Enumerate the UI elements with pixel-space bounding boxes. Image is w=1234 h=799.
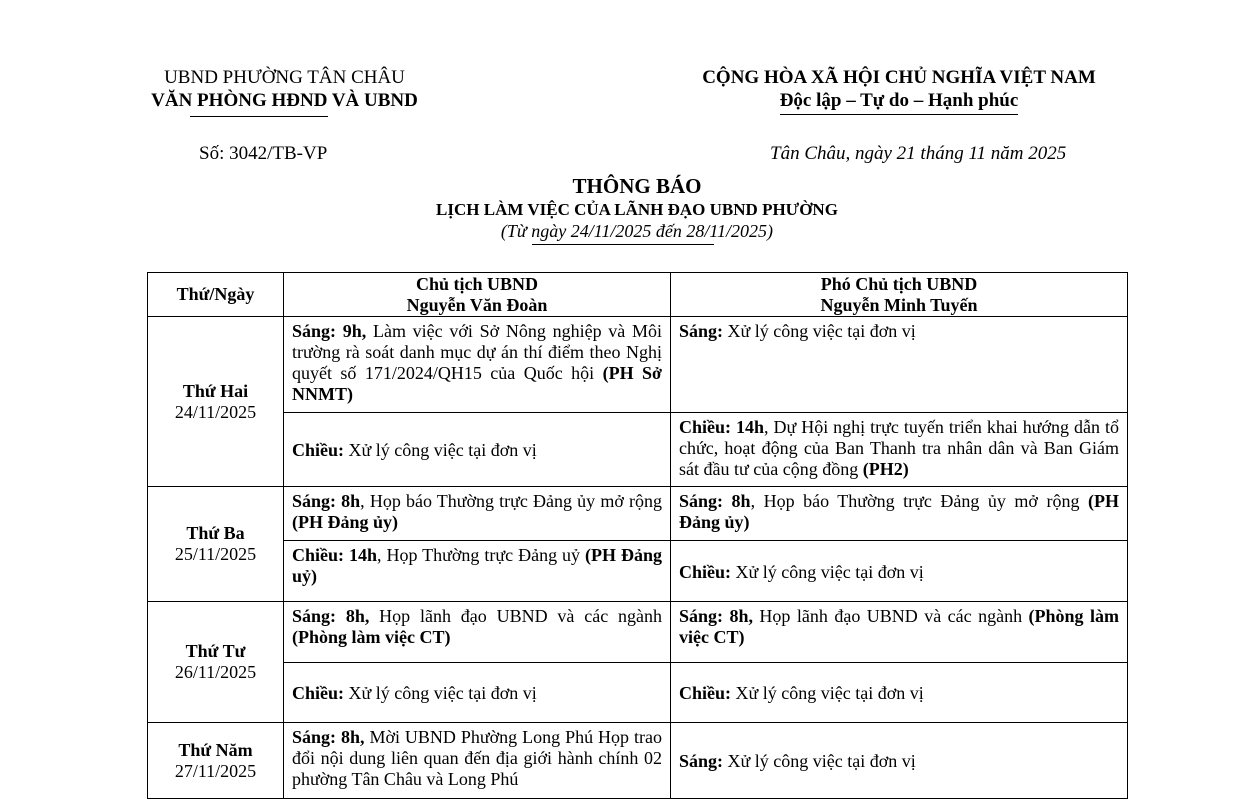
nation-header xyxy=(660,66,1138,115)
day-cell xyxy=(148,487,284,602)
entry-time: Sáng: 8h, xyxy=(292,606,370,626)
entry-time: Sáng: 9h, xyxy=(292,321,367,341)
org-name: UBND PHƯỜNG TÂN CHÂU xyxy=(164,67,405,88)
nation-motto: Độc lập – Tự do – Hạnh phúc xyxy=(780,89,1019,115)
table-row xyxy=(148,723,1128,799)
schedule-entry xyxy=(671,602,1128,663)
entry-text: Họp lãnh đạo UBND và các ngành xyxy=(369,606,662,626)
schedule-entry xyxy=(671,663,1128,723)
schedule-entry xyxy=(284,602,671,663)
table-row xyxy=(148,413,1128,487)
entry-text: Làm việc với Sở Nông nghiệp và Môi trường rà soát danh mục dự án thí điểm theo Nghị quyết số 171/2024/QH15 của Quốc hội xyxy=(292,321,662,383)
entry-location: (Phòng làm việc CT) xyxy=(292,627,451,647)
schedule-entry xyxy=(284,487,671,541)
entry-text: , Dự Hội nghị trực tuyến triển khai hướng dẫn tổ chức, hoạt động của Ban Thanh tra nhân dân và Ban Giám sát đầu tư của cộng đồng xyxy=(679,417,1119,479)
weekday: Thứ Ba xyxy=(186,523,245,543)
vice-chairman-name: Nguyễn Minh Tuyến xyxy=(820,294,978,315)
schedule-entry xyxy=(671,541,1128,602)
entry-time: Chiều: xyxy=(679,683,732,703)
entry-location: (PH Đảng uỷ) xyxy=(292,545,663,586)
schedule-table xyxy=(147,272,1128,799)
place-date: Tân Châu, ngày 21 tháng 11 năm 2025 xyxy=(770,143,1067,164)
schedule-entry xyxy=(284,541,671,602)
entry-location: (Phòng làm việc CT) xyxy=(679,606,1119,647)
table-row xyxy=(148,487,1128,541)
entry-time: Chiều: xyxy=(292,683,345,703)
entry-time: Chiều: xyxy=(292,440,345,460)
entry-text: , Họp báo Thường trực Đảng ủy mở rộng xyxy=(750,491,1088,511)
chairman-title: Chủ tịch UBND xyxy=(415,273,539,294)
schedule-entry xyxy=(671,723,1128,799)
entry-text: , Họp báo Thường trực Đảng ủy mở rộng xyxy=(360,491,662,511)
document-subtitle: LỊCH LÀM VIỆC CỦA LÃNH ĐẠO UBND PHƯỜNG xyxy=(436,200,838,219)
entry-time: Sáng: xyxy=(679,321,724,341)
entry-location: (PH Sở NNMT) xyxy=(292,363,662,404)
date-range: (Từ ngày 24/11/2025 đến 28/11/2025) xyxy=(500,221,774,241)
entry-text: Xử lý công việc tại đơn vị xyxy=(723,321,916,341)
table-row xyxy=(148,541,1128,602)
entry-time: Chiều: xyxy=(679,561,732,582)
schedule-entry xyxy=(284,663,671,723)
entry-time: Sáng: 8h, xyxy=(679,606,753,626)
entry-location: (PH Đảng ủy) xyxy=(679,491,1119,532)
weekday: Thứ Hai xyxy=(182,380,249,401)
entry-text: , Họp Thường trực Đảng uỷ xyxy=(377,545,586,565)
header-chairman xyxy=(284,273,671,317)
table-row xyxy=(148,317,1128,413)
entry-time: Sáng: 8h xyxy=(292,491,361,511)
schedule-entry xyxy=(284,413,671,487)
office-name: VĂN PHÒNG HĐND VÀ UBND xyxy=(151,90,418,111)
day-cell xyxy=(148,723,284,799)
entry-text: Mời UBND Phường Long Phú Họp trao đổi nội dung liên quan đến địa giới hành chính 02 phường Tân Châu và Long Phú xyxy=(292,727,662,789)
day-date: 24/11/2025 xyxy=(174,401,257,422)
nation-name: CỘNG HÒA XÃ HỘI CHỦ NGHĨA VIỆT NAM xyxy=(702,67,1096,88)
entry-text: Xử lý công việc tại đơn vị xyxy=(731,683,924,703)
day-date: 25/11/2025 xyxy=(174,544,257,564)
title-underline xyxy=(532,244,714,245)
entry-time: Sáng: 8h, xyxy=(292,727,365,747)
table-header-row xyxy=(148,273,1128,317)
schedule-entry xyxy=(671,317,1128,413)
day-cell xyxy=(148,317,284,487)
entry-time: Chiều: 14h xyxy=(679,417,764,437)
schedule-entry xyxy=(671,487,1128,541)
entry-location: (PH Đảng ủy) xyxy=(292,512,399,532)
entry-time: Sáng: 8h xyxy=(679,491,751,511)
entry-text: Xử lý công việc tại đơn vị xyxy=(344,440,537,460)
table-row xyxy=(148,602,1128,663)
day-date: 27/11/2025 xyxy=(174,760,257,781)
org-underline xyxy=(190,116,328,117)
entry-time: Chiều: 14h xyxy=(292,545,377,565)
table-row xyxy=(148,663,1128,723)
document-title: THÔNG BÁO xyxy=(572,174,702,198)
document-number: Số: 3042/TB-VP xyxy=(199,143,328,164)
day-date: 26/11/2025 xyxy=(174,662,257,682)
entry-text: Xử lý công việc tại đơn vị xyxy=(731,561,924,582)
chairman-name: Nguyễn Văn Đoàn xyxy=(406,294,548,315)
day-cell xyxy=(148,602,284,723)
weekday: Thứ Tư xyxy=(185,641,246,661)
entry-location: (PH2) xyxy=(862,459,909,479)
schedule-entry xyxy=(284,317,671,413)
header-day: Thứ/Ngày xyxy=(148,273,284,317)
weekday: Thứ Năm xyxy=(178,739,253,760)
schedule-entry xyxy=(671,413,1128,487)
entry-text: Họp lãnh đạo UBND và các ngành xyxy=(752,606,1029,626)
vice-chairman-title: Phó Chủ tịch UBND xyxy=(820,273,978,294)
entry-text: Xử lý công việc tại đơn vị xyxy=(344,683,537,703)
header-vice-chairman xyxy=(671,273,1128,317)
org-header xyxy=(113,66,456,112)
entry-text: Xử lý công việc tại đơn vị xyxy=(723,751,916,771)
schedule-entry xyxy=(284,723,671,799)
entry-time: Sáng: xyxy=(679,751,724,771)
